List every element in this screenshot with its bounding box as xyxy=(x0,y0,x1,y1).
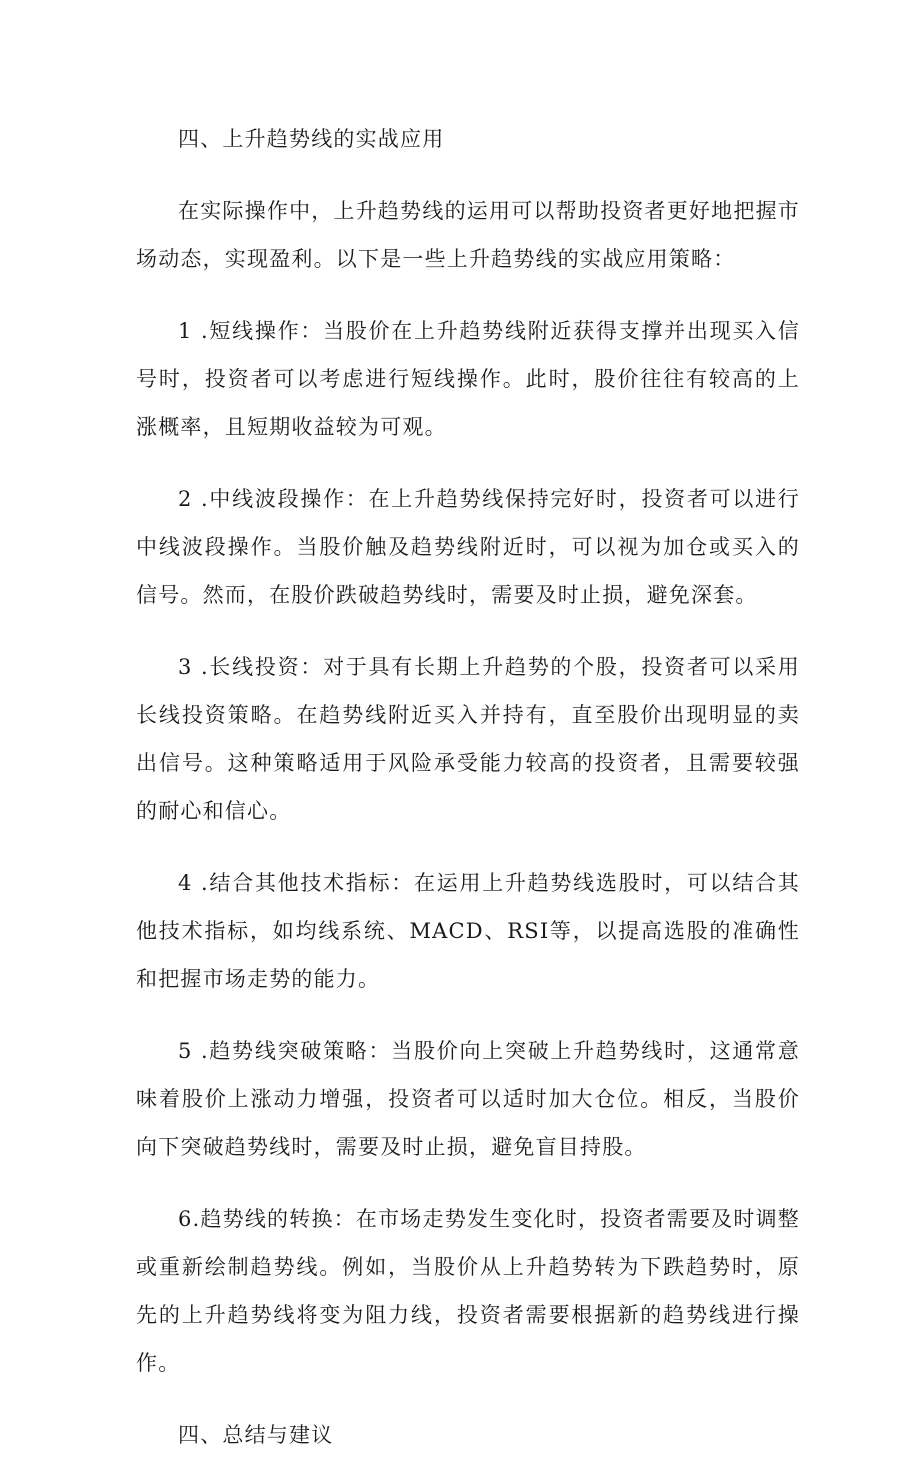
item-trendline-breakout-strategy: 5 .趋势线突破策略：当股价向上突破上升趋势线时，这通常意味着股价上涨动力增强，投资者可以适时加大仓位。相反，当股价向下突破趋势线时，需要及时止损，避免盲目持股。 xyxy=(136,1039,800,1159)
item-short-term-operation: 1 .短线操作：当股价在上升趋势线附近获得支撑并出现买入信号时，投资者可以考虑进行短线操作。此时，股价往往有较高的上涨概率，且短期收益较为可观。 xyxy=(136,319,800,439)
section-heading-summary: 四、总结与建议 xyxy=(178,1423,334,1447)
document-body xyxy=(136,115,800,1459)
intro-paragraph: 在实际操作中，上升趋势线的运用可以帮助投资者更好地把握市场动态，实现盈利。以下是一些上升趋势线的实战应用策略： xyxy=(136,199,800,271)
item-combine-technical-indicators: 4 .结合其他技术指标：在运用上升趋势线选股时，可以结合其他技术指标，如均线系统、MACD、RSI等，以提高选股的准确性和把握市场走势的能力。 xyxy=(136,871,800,991)
item-mid-term-swing-operation: 2 .中线波段操作：在上升趋势线保持完好时，投资者可以进行中线波段操作。当股价触及趋势线附近时，可以视为加仓或买入的信号。然而，在股价跌破趋势线时，需要及时止损，避免深套。 xyxy=(136,487,800,607)
item-long-term-investment: 3 .长线投资：对于具有长期上升趋势的个股，投资者可以采用长线投资策略。在趋势线附近买入并持有，直至股价出现明显的卖出信号。这种策略适用于风险承受能力较高的投资者，且需要较强的耐心和信心。 xyxy=(136,655,800,823)
item-trendline-conversion: 6.趋势线的转换：在市场走势发生变化时，投资者需要及时调整或重新绘制趋势线。例如，当股价从上升趋势转为下跌趋势时，原先的上升趋势线将变为阻力线，投资者需要根据新的趋势线进行操作。 xyxy=(136,1207,800,1375)
section-heading-practical-application: 四、上升趋势线的实战应用 xyxy=(178,127,445,151)
